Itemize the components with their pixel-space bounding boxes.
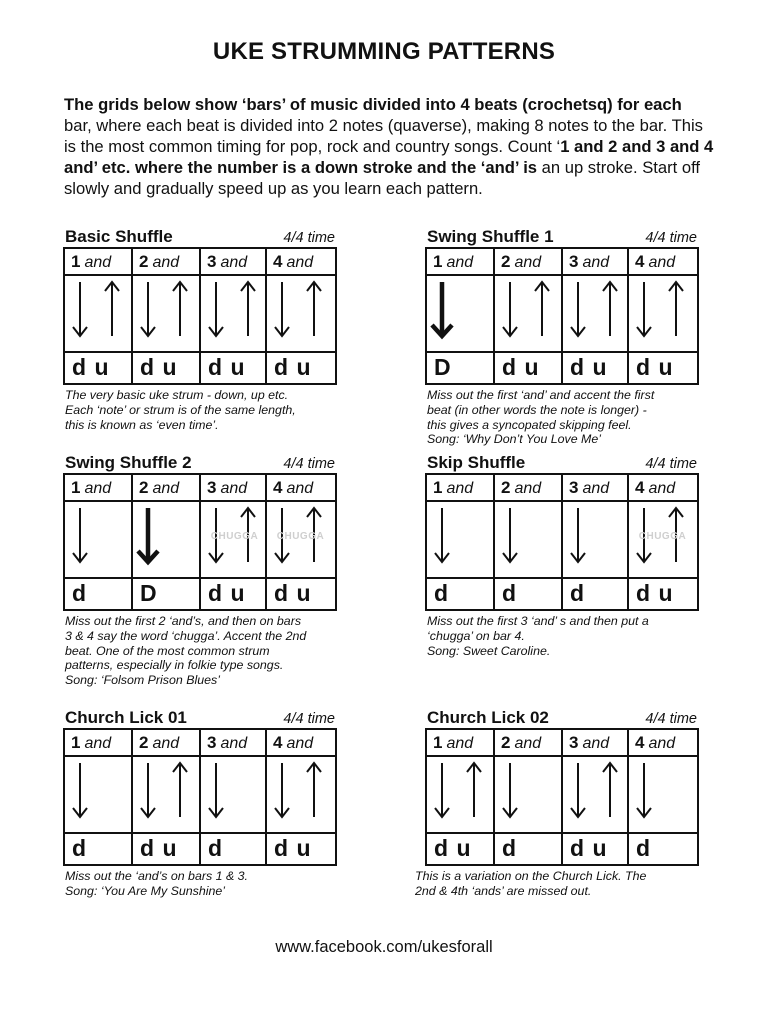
chugga-watermark: CHUGGA — [276, 531, 325, 542]
stroke-arrows — [563, 276, 630, 341]
time-signature: 4/4 time — [645, 456, 697, 472]
description-line: this gives a syncopated skipping feel. — [427, 417, 632, 432]
description-line: Miss out the ‘and’s on bars 1 & 3. — [65, 869, 248, 883]
beat-label — [495, 249, 562, 274]
intro-bold-2: 1 and 2 and 3 and 4 and’ etc. where the number is a down stroke and the ‘and’ is — [64, 137, 714, 177]
stroke-arrows — [133, 757, 200, 822]
beat-number: 2 — [501, 252, 511, 271]
down-arrow-icon — [275, 282, 289, 336]
down-arrow-icon — [141, 763, 155, 817]
intro-paragraph — [64, 94, 714, 199]
stroke-arrows — [427, 276, 494, 341]
stroke-cell — [427, 502, 494, 567]
stroke-letters: d u — [570, 354, 608, 380]
beat-and: and — [648, 254, 676, 271]
stroke-letters: d u — [208, 354, 246, 380]
beat-label — [65, 475, 132, 500]
beat-label — [267, 249, 334, 274]
stroke-cell — [495, 757, 562, 822]
stroke-letters: d u — [140, 354, 178, 380]
beat-and: and — [582, 254, 610, 271]
pattern-description — [65, 869, 355, 899]
beat-and: and — [152, 480, 180, 497]
intro-text-2: an up stroke. Start off slowly and gradually speed up as you learn each pattern. — [64, 158, 701, 198]
stroke-letters: d u — [636, 580, 674, 606]
stroke-letters: d — [434, 580, 450, 606]
down-arrow-icon — [435, 763, 449, 817]
stroke-letters: d — [570, 580, 586, 606]
stroke-cell — [563, 502, 630, 567]
stroke-cell — [267, 757, 334, 822]
stroke-arrows — [201, 276, 268, 341]
beat-and: and — [152, 735, 180, 752]
description-line: Each ‘note’ or strum is of the same length, — [65, 402, 296, 417]
beat-label — [267, 475, 334, 500]
beat-and: and — [152, 254, 180, 271]
stroke-letters: D — [434, 354, 452, 380]
up-arrow-icon — [241, 282, 255, 336]
stroke-cell — [133, 757, 200, 822]
time-signature: 4/4 time — [645, 711, 697, 727]
beat-number: 3 — [569, 733, 579, 752]
down-arrow-icon — [275, 763, 289, 817]
strum-grid — [63, 473, 337, 611]
beat-and: and — [84, 480, 112, 497]
footer-link[interactable]: www.facebook.com/ukesforall — [275, 938, 493, 956]
beat-and: and — [220, 254, 248, 271]
stroke-arrows — [495, 502, 562, 567]
stroke-cell — [563, 757, 630, 822]
up-arrow-icon — [307, 763, 321, 817]
stroke-letters: d u — [208, 580, 246, 606]
beat-and: and — [286, 735, 314, 752]
up-arrow-icon — [467, 763, 481, 817]
stroke-letters: d — [636, 835, 652, 861]
stroke-letters: d u — [434, 835, 472, 861]
beat-number: 1 — [71, 252, 81, 271]
beat-number: 3 — [207, 733, 217, 752]
strum-grid — [425, 728, 699, 866]
beat-label — [65, 249, 132, 274]
down-arrow-icon — [435, 508, 449, 562]
pattern-description — [415, 869, 705, 899]
beat-number: 4 — [273, 252, 283, 271]
stroke-cell — [267, 502, 334, 567]
beat-and: and — [514, 254, 542, 271]
intro-text-1: bar, where each beat is divided into 2 notes (quaverse), making 8 notes to the bar. This is the most common timing for pop, rock and country songs. Count ‘ — [64, 116, 703, 156]
up-arrow-icon — [669, 282, 683, 336]
beat-number: 3 — [207, 478, 217, 497]
time-signature: 4/4 time — [283, 711, 335, 727]
time-signature: 4/4 time — [645, 230, 697, 246]
pattern-name: Skip Shuffle — [427, 453, 526, 472]
stroke-cell — [133, 502, 200, 567]
beat-and: and — [514, 480, 542, 497]
beat-and: and — [286, 254, 314, 271]
beat-and: and — [514, 735, 542, 752]
stroke-arrows — [427, 502, 494, 567]
beat-label — [629, 249, 696, 274]
beat-and: and — [220, 735, 248, 752]
beat-label — [629, 730, 696, 755]
beat-number: 1 — [71, 733, 81, 752]
beat-number: 3 — [569, 252, 579, 271]
beat-label — [629, 475, 696, 500]
stroke-letters: d — [72, 580, 88, 606]
stroke-cell — [201, 276, 268, 341]
down-arrow-icon — [571, 508, 585, 562]
intro-bold-1: The grids below show ‘bars’ of music divided into 4 beats (crochetsq) for each — [64, 95, 682, 114]
pattern-name: Swing Shuffle 1 — [427, 227, 554, 246]
beat-and: and — [446, 480, 474, 497]
beat-number: 4 — [635, 252, 645, 271]
beat-number: 4 — [635, 478, 645, 497]
stroke-cell — [65, 757, 132, 822]
stroke-arrows — [65, 502, 132, 567]
stroke-cell — [495, 502, 562, 567]
stroke-arrows — [65, 276, 132, 341]
description-line: This is a variation on the Church Lick. The — [415, 869, 647, 883]
page-title: UKE STRUMMING PATTERNS — [212, 38, 556, 65]
stroke-cell — [201, 757, 268, 822]
up-arrow-icon — [603, 282, 617, 336]
beat-label — [427, 475, 494, 500]
stroke-arrows — [133, 276, 200, 341]
stroke-arrows — [495, 757, 562, 822]
beat-label — [427, 249, 494, 274]
strum-grid — [425, 473, 699, 611]
beat-and: and — [446, 254, 474, 271]
beat-number: 2 — [501, 478, 511, 497]
beat-label — [427, 730, 494, 755]
stroke-arrows — [65, 757, 132, 822]
chugga-watermark: CHUGGA — [210, 531, 259, 542]
stroke-arrows — [267, 757, 334, 822]
description-line: Miss out the first ‘and’ and accent the first — [427, 388, 655, 402]
stroke-cell — [427, 276, 494, 341]
strum-grid — [63, 728, 337, 866]
pattern-name: Church Lick 01 — [65, 708, 187, 727]
down-arrow-icon — [141, 282, 155, 336]
stroke-arrows — [495, 276, 562, 341]
beat-number: 4 — [635, 733, 645, 752]
beat-and: and — [582, 480, 610, 497]
description-line: Song: ‘Why Don’t You Love Me’ — [427, 432, 602, 447]
beat-label — [133, 249, 200, 274]
up-arrow-icon — [603, 763, 617, 817]
beat-label — [495, 730, 562, 755]
stroke-arrows — [629, 276, 696, 341]
beat-number: 1 — [71, 478, 81, 497]
beat-number: 1 — [433, 478, 443, 497]
stroke-cell — [629, 276, 696, 341]
beat-number: 2 — [139, 478, 149, 497]
pattern-name: Swing Shuffle 2 — [65, 453, 192, 472]
stroke-letters: d — [502, 835, 518, 861]
beat-number: 2 — [139, 252, 149, 271]
description-line: ‘chugga’ on bar 4. — [427, 628, 525, 643]
pattern-description — [427, 388, 717, 447]
description-line: Miss out the first 2 ‘and’s, and then on bars — [65, 614, 302, 628]
accent-down-arrow-icon — [432, 282, 452, 336]
down-arrow-icon — [503, 763, 517, 817]
description-line: beat (in other words the note is longer) - — [427, 402, 647, 417]
stroke-cell — [563, 276, 630, 341]
beat-label — [133, 475, 200, 500]
beat-label — [201, 730, 268, 755]
down-arrow-icon — [73, 282, 87, 336]
stroke-letters: d u — [140, 835, 178, 861]
beat-number: 1 — [433, 733, 443, 752]
stroke-letters: d u — [636, 354, 674, 380]
beat-number: 3 — [207, 252, 217, 271]
beat-number: 1 — [433, 252, 443, 271]
beat-label — [65, 730, 132, 755]
beat-and: and — [286, 480, 314, 497]
down-arrow-icon — [637, 282, 651, 336]
up-arrow-icon — [307, 282, 321, 336]
pattern-description — [65, 614, 355, 688]
description-line: The very basic uke strum - down, up etc. — [65, 388, 289, 402]
strum-grid — [63, 247, 337, 385]
beat-and: and — [84, 735, 112, 752]
stroke-cell — [495, 276, 562, 341]
pattern-name: Church Lick 02 — [427, 708, 549, 727]
stroke-arrows — [201, 757, 268, 822]
up-arrow-icon — [105, 282, 119, 336]
beat-label — [201, 475, 268, 500]
stroke-cell — [629, 757, 696, 822]
stroke-arrows — [133, 502, 200, 567]
beat-label — [563, 730, 630, 755]
down-arrow-icon — [637, 763, 651, 817]
description-line: 2nd & 4th ‘ands’ are missed out. — [415, 883, 592, 898]
beat-and: and — [446, 735, 474, 752]
stroke-letters: d u — [570, 835, 608, 861]
beat-label — [201, 249, 268, 274]
down-arrow-icon — [209, 763, 223, 817]
description-line: 3 & 4 say the word ‘chugga’. Accent the 2nd — [65, 628, 307, 643]
stroke-cell — [133, 276, 200, 341]
beat-label — [267, 730, 334, 755]
stroke-letters: d u — [274, 354, 312, 380]
stroke-cell — [629, 502, 696, 567]
stroke-cell — [65, 276, 132, 341]
down-arrow-icon — [503, 508, 517, 562]
stroke-letters: d — [208, 835, 224, 861]
description-line: this is known as ‘even time’. — [65, 417, 219, 432]
stroke-arrows — [629, 757, 696, 822]
beat-and: and — [648, 480, 676, 497]
beat-number: 4 — [273, 733, 283, 752]
beat-label — [133, 730, 200, 755]
pattern-name: Basic Shuffle — [65, 227, 173, 246]
beat-and: and — [220, 480, 248, 497]
chugga-watermark: CHUGGA — [638, 531, 687, 542]
down-arrow-icon — [73, 763, 87, 817]
beat-label — [563, 249, 630, 274]
description-line: beat. One of the most common strum — [65, 643, 270, 658]
description-line: Song: ‘You Are My Sunshine’ — [65, 883, 226, 898]
description-line: patterns, especially in folkie type songs. — [65, 658, 284, 673]
stroke-cell — [201, 502, 268, 567]
beat-number: 4 — [273, 478, 283, 497]
beat-number: 2 — [501, 733, 511, 752]
down-arrow-icon — [571, 763, 585, 817]
time-signature: 4/4 time — [283, 230, 335, 246]
down-arrow-icon — [571, 282, 585, 336]
stroke-letters: d — [502, 580, 518, 606]
stroke-arrows — [267, 276, 334, 341]
beat-and: and — [84, 254, 112, 271]
stroke-letters: d u — [502, 354, 540, 380]
description-line: Song: ‘Folsom Prison Blues’ — [65, 673, 220, 688]
pattern-description — [427, 614, 717, 658]
stroke-letters: d — [72, 835, 88, 861]
stroke-letters: d u — [274, 580, 312, 606]
beat-and: and — [582, 735, 610, 752]
pattern-description — [65, 388, 355, 432]
accent-down-arrow-icon — [138, 508, 158, 562]
beat-and: and — [648, 735, 676, 752]
stroke-arrows — [563, 757, 630, 822]
up-arrow-icon — [535, 282, 549, 336]
beat-number: 2 — [139, 733, 149, 752]
stroke-letters: D — [140, 580, 158, 606]
stroke-cell — [427, 757, 494, 822]
stroke-arrows — [563, 502, 630, 567]
description-line: Miss out the first 3 ‘and’ s and then put a — [427, 614, 649, 628]
up-arrow-icon — [173, 763, 187, 817]
beat-label — [495, 475, 562, 500]
stroke-cell — [267, 276, 334, 341]
down-arrow-icon — [503, 282, 517, 336]
beat-label — [563, 475, 630, 500]
down-arrow-icon — [209, 282, 223, 336]
down-arrow-icon — [73, 508, 87, 562]
stroke-letters: d u — [72, 354, 110, 380]
up-arrow-icon — [173, 282, 187, 336]
stroke-letters: d u — [274, 835, 312, 861]
stroke-cell — [65, 502, 132, 567]
stroke-arrows — [427, 757, 494, 822]
time-signature: 4/4 time — [283, 456, 335, 472]
strum-grid — [425, 247, 699, 385]
description-line: Song: Sweet Caroline. — [427, 643, 551, 658]
beat-number: 3 — [569, 478, 579, 497]
